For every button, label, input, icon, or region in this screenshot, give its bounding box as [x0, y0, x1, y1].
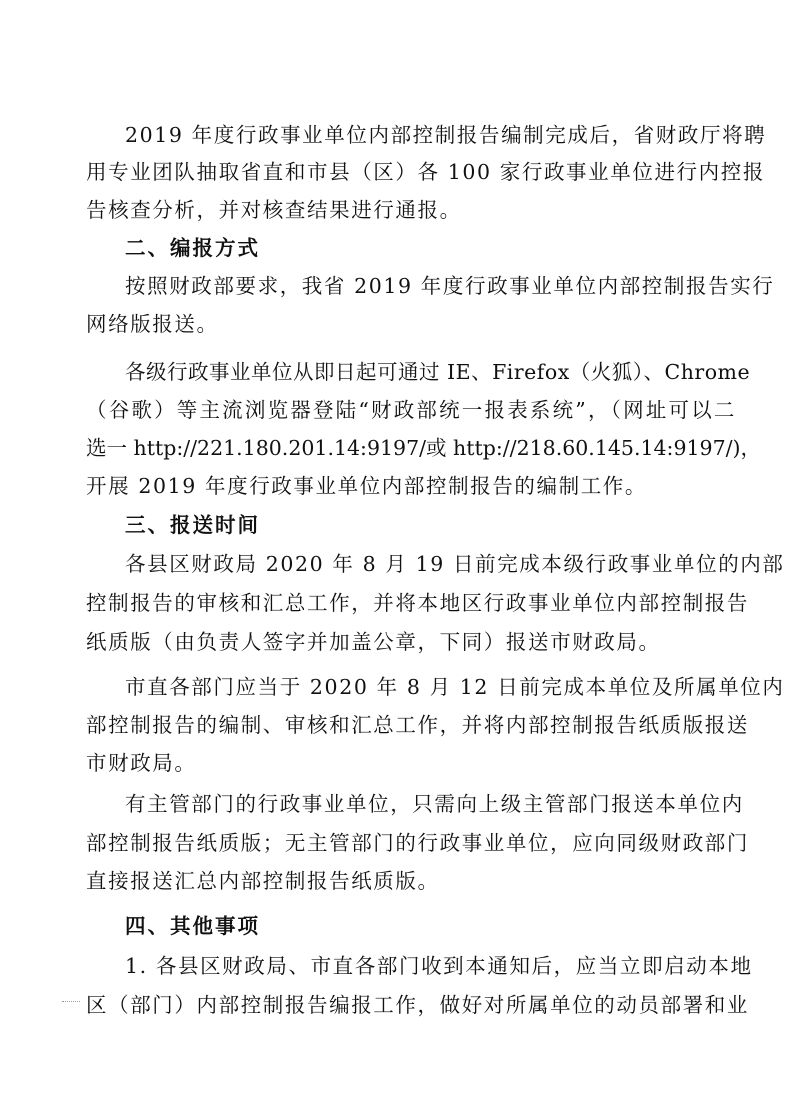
body-text-line: 1. 各县区财政局、市直各部门收到本通知后，应当立即启动本地: [125, 954, 753, 978]
section-heading: 三、报送时间: [125, 513, 260, 537]
body-text-line: 各县区财政局 2020 年 8 月 19 日前完成本级行政事业单位的内部: [125, 552, 785, 576]
body-text-line: 控制报告的审核和汇总工作，并将本地区行政事业单位内部控制报告: [86, 591, 749, 615]
body-text-line: 市直各部门应当于 2020 年 8 月 12 日前完成本单位及所属单位内: [125, 675, 785, 699]
body-text-line: 市财政局。: [86, 751, 197, 775]
body-text-line: 纸质版（由负责人签字并加盖公章，下同）报送市财政局。: [86, 630, 661, 654]
body-text-line: 2019 年度行政事业单位内部控制报告编制完成后，省财政厅将聘: [125, 123, 767, 147]
body-text-line: 选一 http://221.180.201.14:9197/或 http://218.60.145.14:9197/)，: [86, 436, 762, 460]
body-text-line: 各级行政事业单位从即日起可通过 IE、Firefox（火狐）、Chrome: [125, 360, 751, 384]
body-text-line: 部控制报告的编制、审核和汇总工作，并将内部控制报告纸质版报送: [86, 713, 749, 737]
body-text-line: 告核查分析，并对核查结果进行通报。: [86, 198, 462, 222]
body-text-line: 区（部门）内部控制报告编报工作，做好对所属单位的动员部署和业: [86, 993, 749, 1017]
body-text-line: 开展 2019 年度行政事业单位内部控制报告的编制工作。: [86, 474, 648, 498]
body-text-line: 有主管部门的行政事业单位，只需向上级主管部门报送本单位内: [125, 792, 744, 816]
body-text-line: 部控制报告纸质版；无主管部门的行政事业单位，应向同级财政部门: [86, 831, 749, 855]
body-text-line: 用专业团队抽取省直和市县（区）各 100 家行政事业单位进行内控报: [86, 160, 765, 184]
body-text-line: 按照财政部要求，我省 2019 年度行政事业单位内部控制报告实行: [125, 274, 775, 298]
margin-scan-mark: [62, 1001, 80, 1003]
section-heading: 四、其他事项: [125, 914, 260, 938]
body-text-line: 直接报送汇总内部控制报告纸质版。: [86, 869, 440, 893]
section-heading: 二、编报方式: [125, 236, 260, 260]
body-text-line: 网络版报送。: [86, 312, 219, 336]
body-text-line: （谷歌）等主流浏览器登陆“财政部统一报表系统”，（网址可以二: [86, 398, 736, 422]
